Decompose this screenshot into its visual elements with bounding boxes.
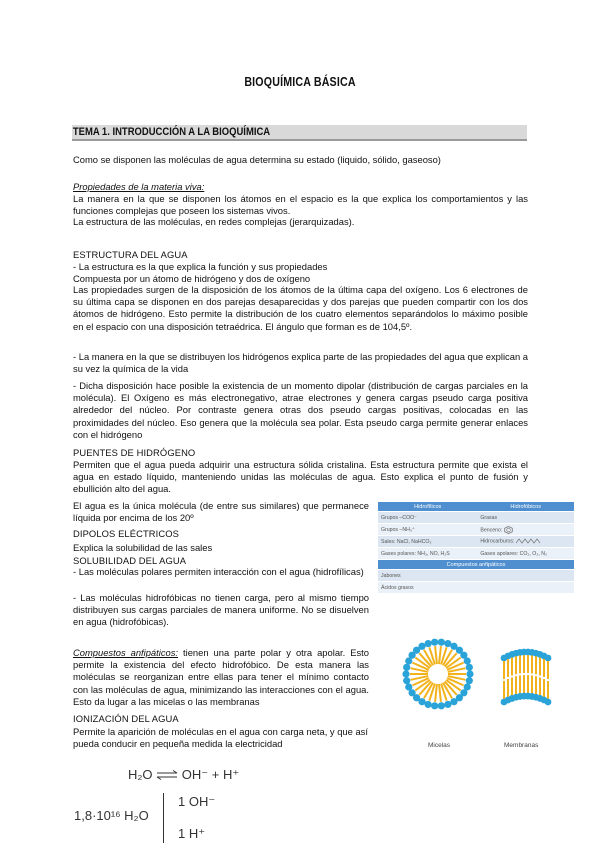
lipid-head (431, 702, 438, 709)
section-title: TEMA 1. INTRODUCCIÓN A LA BIOQUÍMICA (72, 126, 271, 138)
lipid-head (402, 670, 409, 677)
lipid-head (464, 657, 471, 664)
lipid-head (466, 664, 473, 671)
table-cell-text: Benceno: (480, 526, 503, 533)
estructura-p3: - Dicha disposición hace posible la existencia de un momento dipolar (distribución de cargas parciales en la molécula). El Oxígeno es más electronegativo, atrae electrones y genera cargas pseudo carga positiva alrededor del núcleo. Por contraste genera otras dos pseudo cargas positivas, colocadas en las proximidades del núcleo. Eso genera que la molécula sea polar. Esta pseudo carga permite generar enlaces con el hidrógeno (73, 380, 528, 440)
propiedades-p2: La estructura de las moléculas, en redes complejas (jerarquizadas). (73, 216, 355, 227)
table-header-hidrofilicos: Hidrofílicos (378, 502, 477, 512)
solubilidad-heading: SOLUBILIDAD DEL AGUA (73, 555, 187, 566)
table-cell: Ácidos grasos (378, 582, 574, 594)
hydrophilic-hydrophobic-table (378, 502, 574, 594)
dipolos-heading: DIPOLOS ELÉCTRICOS (73, 528, 179, 539)
table-cell-text: Hidrocarburos: (480, 538, 515, 545)
table-cell (477, 536, 574, 548)
label-micelas: Micelas (428, 742, 451, 749)
table-cell: Gases polares: NH₃, NO, H₂S (378, 548, 477, 560)
lipid-tail (439, 646, 441, 664)
estructura-l2: Compuesta por un átomo de hidrógeno y dos de oxígeno (73, 273, 311, 284)
micelle-membrane-figure (376, 628, 576, 728)
equilibrium-arrow-icon (156, 768, 178, 783)
propiedades-heading: Propiedades de la materia viva: (73, 181, 205, 192)
label-membranas: Membranas (504, 742, 539, 749)
lipid-head (545, 655, 552, 662)
table-cell: Sales: NaCl, NaHCO₃ (378, 536, 477, 548)
lipid-head (403, 664, 410, 671)
hydrocarbon-chain-icon (516, 538, 542, 544)
equation-top: 1 OH⁻ (178, 794, 216, 809)
table-cell: Gases apolares: CO₂, O₂, N₂ (477, 548, 574, 560)
lipid-head (466, 677, 473, 684)
equation-bottom: 1 H⁺ (178, 826, 206, 841)
estructura-p2: - La manera en la que se distribuyen los hidrógenos explica parte de las propiedades del agua que explican a su vez la química de la vida (73, 351, 528, 375)
intro-text: Como se disponen las moléculas de agua determina su estado (liquido, sólido, gaseoso) (73, 154, 441, 165)
micelle-illustration (402, 639, 473, 710)
lipid-head (466, 670, 473, 677)
ionizacion-p1: Permite la aparición de moléculas en el agua con carga neta, y que así pueda conducir en pequeña medida la electricidad (73, 726, 368, 749)
benzene-icon (504, 526, 513, 534)
table-cell: Grupos –NH₃⁺ (378, 524, 477, 536)
lipid-head (405, 683, 412, 690)
lipid-head (425, 640, 432, 647)
estructura-p1: Las propiedades surgen de la disposición de los átomos de la última capa del oxígeno. Los 6 electrones de su última capa se disponen en dos parejas desaparecidas y dos parejas que pueden compartir con los dos átomos de hidrógeno. Esto permite la distribución de los cuatro elementos separándolos lo máximo posible en el espacio con una disposición tetraédrica. El ángulo que forman es de 104,5º. (73, 284, 528, 332)
bracket-line (163, 793, 164, 843)
membrane-illustration (501, 649, 552, 706)
lipid-tail (435, 684, 437, 702)
dipolos-l1: Explica la solubilidad de las sales (73, 542, 213, 553)
lipid-head (438, 639, 445, 646)
table-cell (477, 524, 574, 536)
propiedades-p1: La manera en la que se disponen los átomos en el espacio es la que explica los comportamientos y las funciones complejas que poseen los sistemas vivos. (73, 193, 528, 216)
anfipaticos-paragraph (73, 647, 369, 708)
lipid-head (438, 702, 445, 709)
lipid-head (444, 701, 451, 708)
lipid-head (403, 677, 410, 684)
estructura-heading: ESTRUCTURA DEL AGUA (73, 249, 188, 260)
puentes-p2: El agua es la única molécula (de entre sus similares) que permanece líquida por encima de los 20º (73, 500, 369, 524)
estructura-l1: - La estructura es la que explica la función y sus propiedades (73, 261, 328, 272)
ionization-equation (128, 767, 239, 783)
lipid-tail (439, 684, 441, 702)
puentes-heading: PUENTES DE HIDRÓGENO (73, 447, 196, 458)
solubilidad-p1: - Las moléculas polares permiten interacción con el agua (hidrofílicas) (73, 566, 364, 577)
lipid-head (545, 699, 552, 706)
table-cell: Grupos –COO⁻ (378, 512, 477, 524)
table-cell: Jabones (378, 570, 574, 582)
equation-lhs: H₂O (128, 767, 153, 782)
equation-rhs: OH⁻ + H⁺ (181, 767, 240, 782)
solubilidad-p2: - Las moléculas hidrofóbicas no tienen carga, pero al mismo tiempo distribuyen sus cargas parciales de manera uniforme. No se disuelven en agua (hidrofóbicas). (73, 592, 369, 628)
table-header-hidrofobicos: Hidrofóbicos (477, 502, 574, 512)
section-banner (72, 125, 527, 141)
anfipaticos-heading: Compuestos anfipáticos: (73, 647, 179, 658)
ionizacion-heading: IONIZACIÓN DEL AGUA (73, 713, 179, 724)
page-title: BIOQUÍMICA BÁSICA (244, 74, 356, 89)
lipid-tail (435, 646, 437, 664)
table-header-anfipaticos: Compuestos anfipáticos (378, 560, 574, 570)
table-cell: Grasas (477, 512, 574, 524)
puentes-p1: Permiten que el agua pueda adquirir una estructura sólida cristalina. Esta estructura permite que exista el agua en estado líquido, manteniendo unidas las moléculas de agua. Esto explica el punto de fusión y ebullición alto del agua. (73, 459, 528, 495)
lipid-head (431, 639, 438, 646)
equation-coef: 1,8·10¹⁶ H₂O (74, 808, 149, 823)
anfipaticos-text: tienen una parte polar y otra apolar. Esto permite la existencia del efecto hidrofóbico. De esta manera las moléculas se reorganizan entre ellas para tener el mínimo contacto con las moléculas de agua, minimizando las interacciones con el agua. Esto da lugar a las micelas o las membranas (73, 647, 369, 707)
